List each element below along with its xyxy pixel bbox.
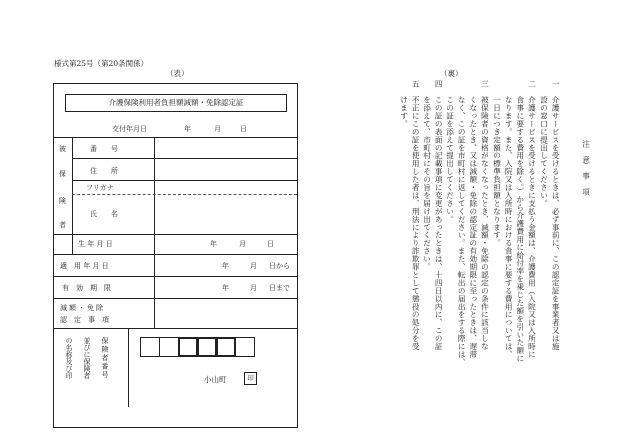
insured-address-label: 住 所 <box>90 167 118 175</box>
notes-heading: 注 意 事 項 <box>581 140 591 196</box>
reduction-row <box>54 299 297 329</box>
insured-birth-label: 生 年 月 日 <box>78 240 113 248</box>
insured-block <box>54 138 297 255</box>
expiry-day: 日まで <box>269 284 290 292</box>
apply-month: 月 <box>250 262 257 270</box>
issue-date-label: 交付年月日 <box>112 125 147 133</box>
insurer-name: 小山町 <box>204 375 227 384</box>
note-item-4: 四 この証の表面の記載事項に変更があったときは、十四日以内に、この証 を添えて、市町村にその旨を届け出てください。 <box>422 80 444 351</box>
note-item-1: 一 介護サービスを受けるときは、必ず事前に、この認定証を事業者又は施 設の窓口に提出してください。 <box>539 80 561 351</box>
insurer-label-col-1: 保険者番号 <box>101 337 109 380</box>
expiry-row <box>54 277 297 299</box>
apply-day: 日から <box>269 262 290 270</box>
insured-label-2: 保 <box>59 170 66 178</box>
insurer-label-col-2: 並びに保険者 <box>83 337 91 379</box>
apply-date-row <box>54 255 297 277</box>
insurer-seal: 印 <box>244 372 257 385</box>
issue-day: 日 <box>240 125 247 133</box>
back-side-label: （裏） <box>440 69 463 78</box>
reduction-label-2: 認 定 事 項 <box>60 316 109 324</box>
insurer-number-boxes <box>140 337 254 357</box>
expiry-month: 月 <box>250 284 257 292</box>
insured-label-1: 被 <box>59 145 66 153</box>
certificate-front <box>53 83 298 428</box>
issue-year: 年 <box>184 125 191 133</box>
insurer-label-col-3: の名称及び印 <box>65 337 73 379</box>
apply-year: 年 <box>222 262 229 270</box>
form-reference: 様式第25号（第20条関係） <box>54 59 149 68</box>
note-item-2: 二 介護サービスを受けるときに支払う金額は、介護費用（入院又は入所時に 食事に要する費用を除く。）から介護費用に給付率を乗じた額を引いた額に なります。また、入院又は入所時における食事に要する費用については、 一日につき定額の標準負担額となります。 <box>492 80 537 363</box>
expiry-label: 有 効 期 限 <box>62 284 111 292</box>
apply-date-label: 適 用 年 月 日 <box>60 262 109 270</box>
certificate-back <box>330 80 600 420</box>
insurer-block <box>54 329 297 407</box>
certificate-grid <box>54 137 297 407</box>
reduction-label-1: 減額・免除 <box>60 304 105 312</box>
birth-day: 日 <box>267 240 274 248</box>
note-item-5: 五 不正にこの証を使用した者は、刑法により詐欺罪として懲役の処分を受 けます。 <box>399 80 421 351</box>
insured-label-3: 険 <box>59 197 66 205</box>
front-side-label: （表） <box>166 69 189 78</box>
certificate-title: 介護保険利用者負担額減額・免除認定証 <box>65 94 287 112</box>
birth-year: 年 <box>210 240 217 248</box>
insured-number-label: 番 号 <box>90 145 118 153</box>
insured-furigana-label: フリガナ <box>86 184 114 192</box>
issue-month: 月 <box>214 125 221 133</box>
insured-label-4: 者 <box>59 221 66 229</box>
birth-month: 月 <box>239 240 246 248</box>
note-item-3: 三 被保険者の資格がなくなったとき、減額・免除の認定の条件に該当しな くなったとき、又は減額・免除の認定証の有効期限に至ったときは、遅滞 なく、この証を市町村に返してください。また、転出の届出をする際には、 この証を添えて提出してください。 <box>445 80 490 367</box>
insured-name-label: 氏 名 <box>90 210 118 218</box>
expiry-year: 年 <box>222 284 229 292</box>
